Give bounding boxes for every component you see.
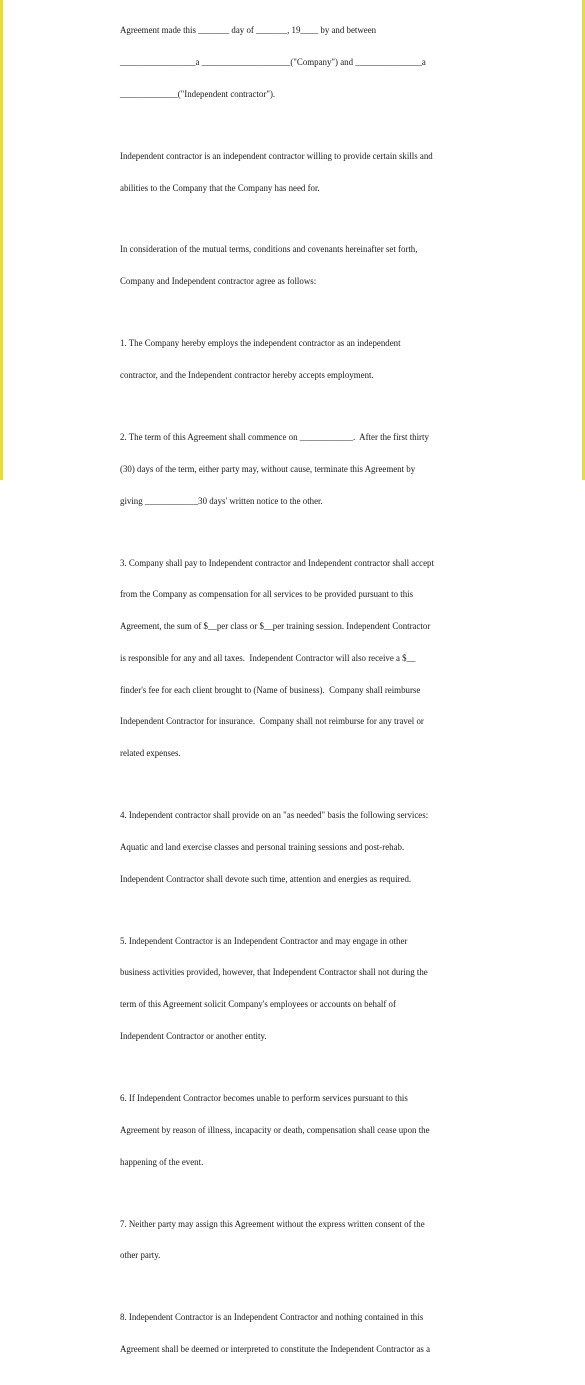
text-line: Agreement, the sum of $__per class or $__per training session. Independent Contractor bbox=[120, 621, 431, 632]
text-line: 3. Company shall pay to Independent contractor and Independent contractor shall accept bbox=[120, 557, 434, 568]
text-line: term of this Agreement solicit Company's employees or accounts on behalf of bbox=[120, 999, 396, 1010]
text-line: Aquatic and land exercise classes and personal training sessions and post-rehab. bbox=[120, 841, 405, 852]
text-line: (30) days of the term, either party may, without cause, terminate this Agreement by bbox=[120, 463, 416, 474]
text-line: Independent Contractor shall devote such time, attention and energies as required. bbox=[120, 873, 412, 884]
clause-2 bbox=[120, 411, 470, 528]
text-line: 8. Independent Contractor is an Independent Contractor and nothing contained in this bbox=[120, 1312, 424, 1323]
text-line: Independent Contractor or another entity. bbox=[120, 1031, 267, 1042]
text-line: Independent contractor is an independent contractor willing to provide certain skills and bbox=[120, 150, 433, 161]
clause-5 bbox=[120, 915, 470, 1063]
text-line: 2. The term of this Agreement shall commence on ____________. After the first thirty bbox=[120, 431, 429, 442]
text-line: 7. Neither party may assign this Agreement without the express written consent of the bbox=[120, 1218, 425, 1229]
text-line: 5. Independent Contractor is an Independent Contractor and may engage in other bbox=[120, 935, 408, 946]
text-line: Agreement shall be deemed or interpreted to constitute the Independent Contractor as a bbox=[120, 1344, 431, 1355]
text-line: related expenses. bbox=[120, 748, 181, 759]
text-line: finder's fee for each client brought to (Name of business). Company shall reimburse bbox=[120, 684, 421, 695]
text-line: 4. Independent contractor shall provide on an "as needed" basis the following services: bbox=[120, 810, 429, 821]
text-line: In consideration of the mutual terms, conditions and covenants hereinafter set forth, bbox=[120, 244, 418, 255]
text-line: Agreement by reason of illness, incapacity or death, compensation shall cease upon the bbox=[120, 1124, 430, 1135]
text-line: 6. If Independent Contractor becomes unable to perform services pursuant to this bbox=[120, 1093, 408, 1103]
clause-7 bbox=[120, 1197, 470, 1282]
text-line: Agreement made this _______ day of _______, 19____ by and between bbox=[120, 25, 377, 36]
text-line: other party. bbox=[120, 1250, 161, 1261]
clause-1 bbox=[120, 317, 470, 402]
text-line: abilities to the Company that the Company has need for. bbox=[120, 182, 320, 193]
text-line: contractor, and the Independent contractor hereby accepts employment. bbox=[120, 370, 374, 380]
text-line: 1. The Company hereby employs the independent contractor as an independent bbox=[120, 338, 401, 349]
text-line: business activities provided, however, that Independent Contractor shall not during the bbox=[120, 967, 428, 978]
paragraph-intro bbox=[120, 130, 470, 215]
text-line: from the Company as compensation for all services to be provided pursuant to this bbox=[120, 589, 414, 600]
clause-3 bbox=[120, 536, 470, 780]
text-line: _____________("Independent contractor"). bbox=[120, 88, 276, 99]
document-body bbox=[120, 4, 470, 1385]
clause-4 bbox=[120, 789, 470, 906]
paragraph-opening bbox=[120, 4, 470, 121]
text-line: happening of the event. bbox=[120, 1156, 204, 1167]
text-line: is responsible for any and all taxes. Independent Contractor will also receive a $__ bbox=[120, 652, 416, 663]
text-line: Independent Contractor for insurance. Company shall not reimburse for any travel or bbox=[120, 716, 424, 727]
clause-6 bbox=[120, 1072, 470, 1189]
text-line: giving ____________30 days' written notice to the other. bbox=[120, 495, 323, 506]
clause-8 bbox=[120, 1291, 470, 1376]
paragraph-consideration bbox=[120, 223, 470, 308]
text-line: _________________a ____________________("Company") and _______________a bbox=[120, 56, 426, 67]
text-line: Company and Independent contractor agree as follows: bbox=[120, 276, 317, 287]
